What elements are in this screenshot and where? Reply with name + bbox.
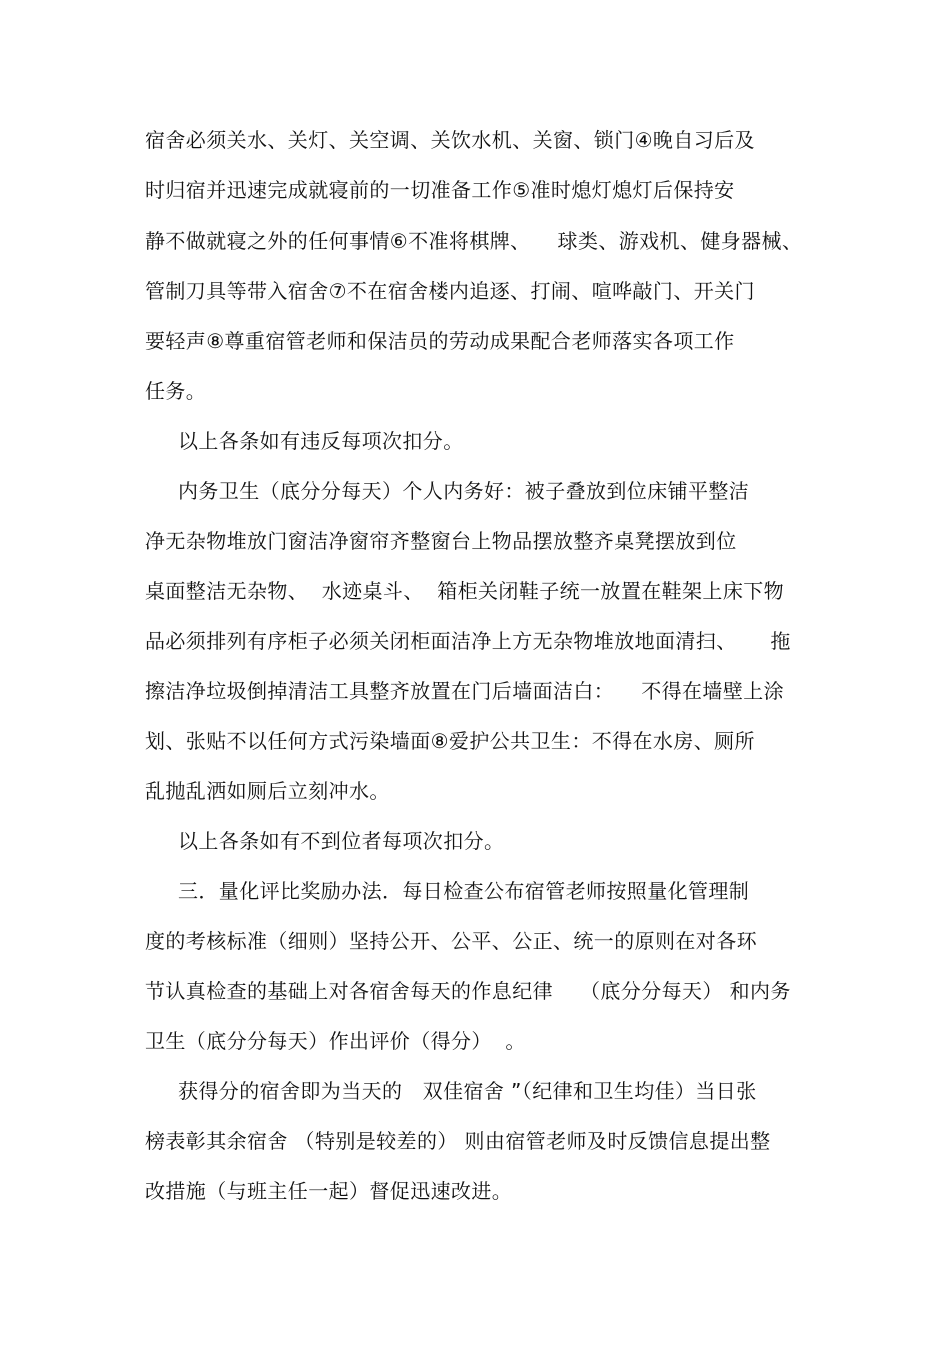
text-line-17: 度的考核标准（细则）坚持公开、公平、公正、统一的原则在对各环 [145,929,757,953]
text-line-20: 获得分的宿舍即为当天的 双佳宿舍 ”（纪律和卫生均佳）当日张 [178,1079,757,1103]
text-line-1: 宿舍必须关水、关灯、关空调、关饮水机、关窗、锁门④晚自习后及 [145,128,755,152]
text-line-10: 桌面整洁无杂物、 水迹桌斗、 箱柜关闭鞋子统一放置在鞋架上床下物 [145,579,785,603]
text-line-2: 时归宿并迅速完成就寝前的一切准备工作⑤准时熄灯熄灯后保持安 [145,178,735,202]
text-line-6: 任务。 [145,379,207,403]
paragraph-deduction-note-1: 以上各条如有违反每项次扣分。 [178,429,464,453]
text-line-13: 划、张贴不以任何方式污染墙面⑧爱护公共卫生：不得在水房、厕所 [145,729,755,753]
text-line-4: 管制刀具等带入宿舍⑦不在宿舍楼内追逐、打闹、喧哗敲门、开关门 [145,279,755,303]
text-line-14: 乱抛乱洒如厕后立刻冲水。 [145,779,390,803]
text-line-21: 榜表彰其余宿舍 （特别是较差的） 则由宿管老师及时反馈信息提出整 [145,1129,771,1153]
text-line-22: 改措施（与班主任一起）督促迅速改进。 [145,1179,513,1203]
text-line-12: 擦洁净垃圾倒掉清洁工具整齐放置在门后墙面洁白： 不得在墙壁上涂 [145,679,785,703]
text-line-5: 要轻声⑧尊重宿管老师和保洁员的劳动成果配合老师落实各项工作 [145,329,735,353]
text-line-11: 品必须排列有序柜子必须关闭柜面洁净上方无杂物堆放地面清扫、 拖 [145,629,791,653]
text-line-8: 内务卫生（底分分每天）个人内务好：被子叠放到位床铺平整洁 [178,479,750,503]
text-line-18: 节认真检查的基础上对各宿舍每天的作息纪律 （底分分每天） 和内务 [145,979,791,1003]
text-line-19: 卫生（底分分每天）作出评价（得分） 。 [145,1029,526,1053]
text-line-3: 静不做就寝之外的任何事情⑥不准将棋牌、 球类、游戏机、健身器械、 [145,229,803,253]
text-line-9: 净无杂物堆放门窗洁净窗帘齐整窗台上物品摆放整齐桌凳摆放到位 [145,529,737,553]
section-heading-three: 三．量化评比奖励办法．每日检查公布宿管老师按照量化管理制 [178,879,750,903]
paragraph-deduction-note-2: 以上各条如有不到位者每项次扣分。 [178,829,505,853]
